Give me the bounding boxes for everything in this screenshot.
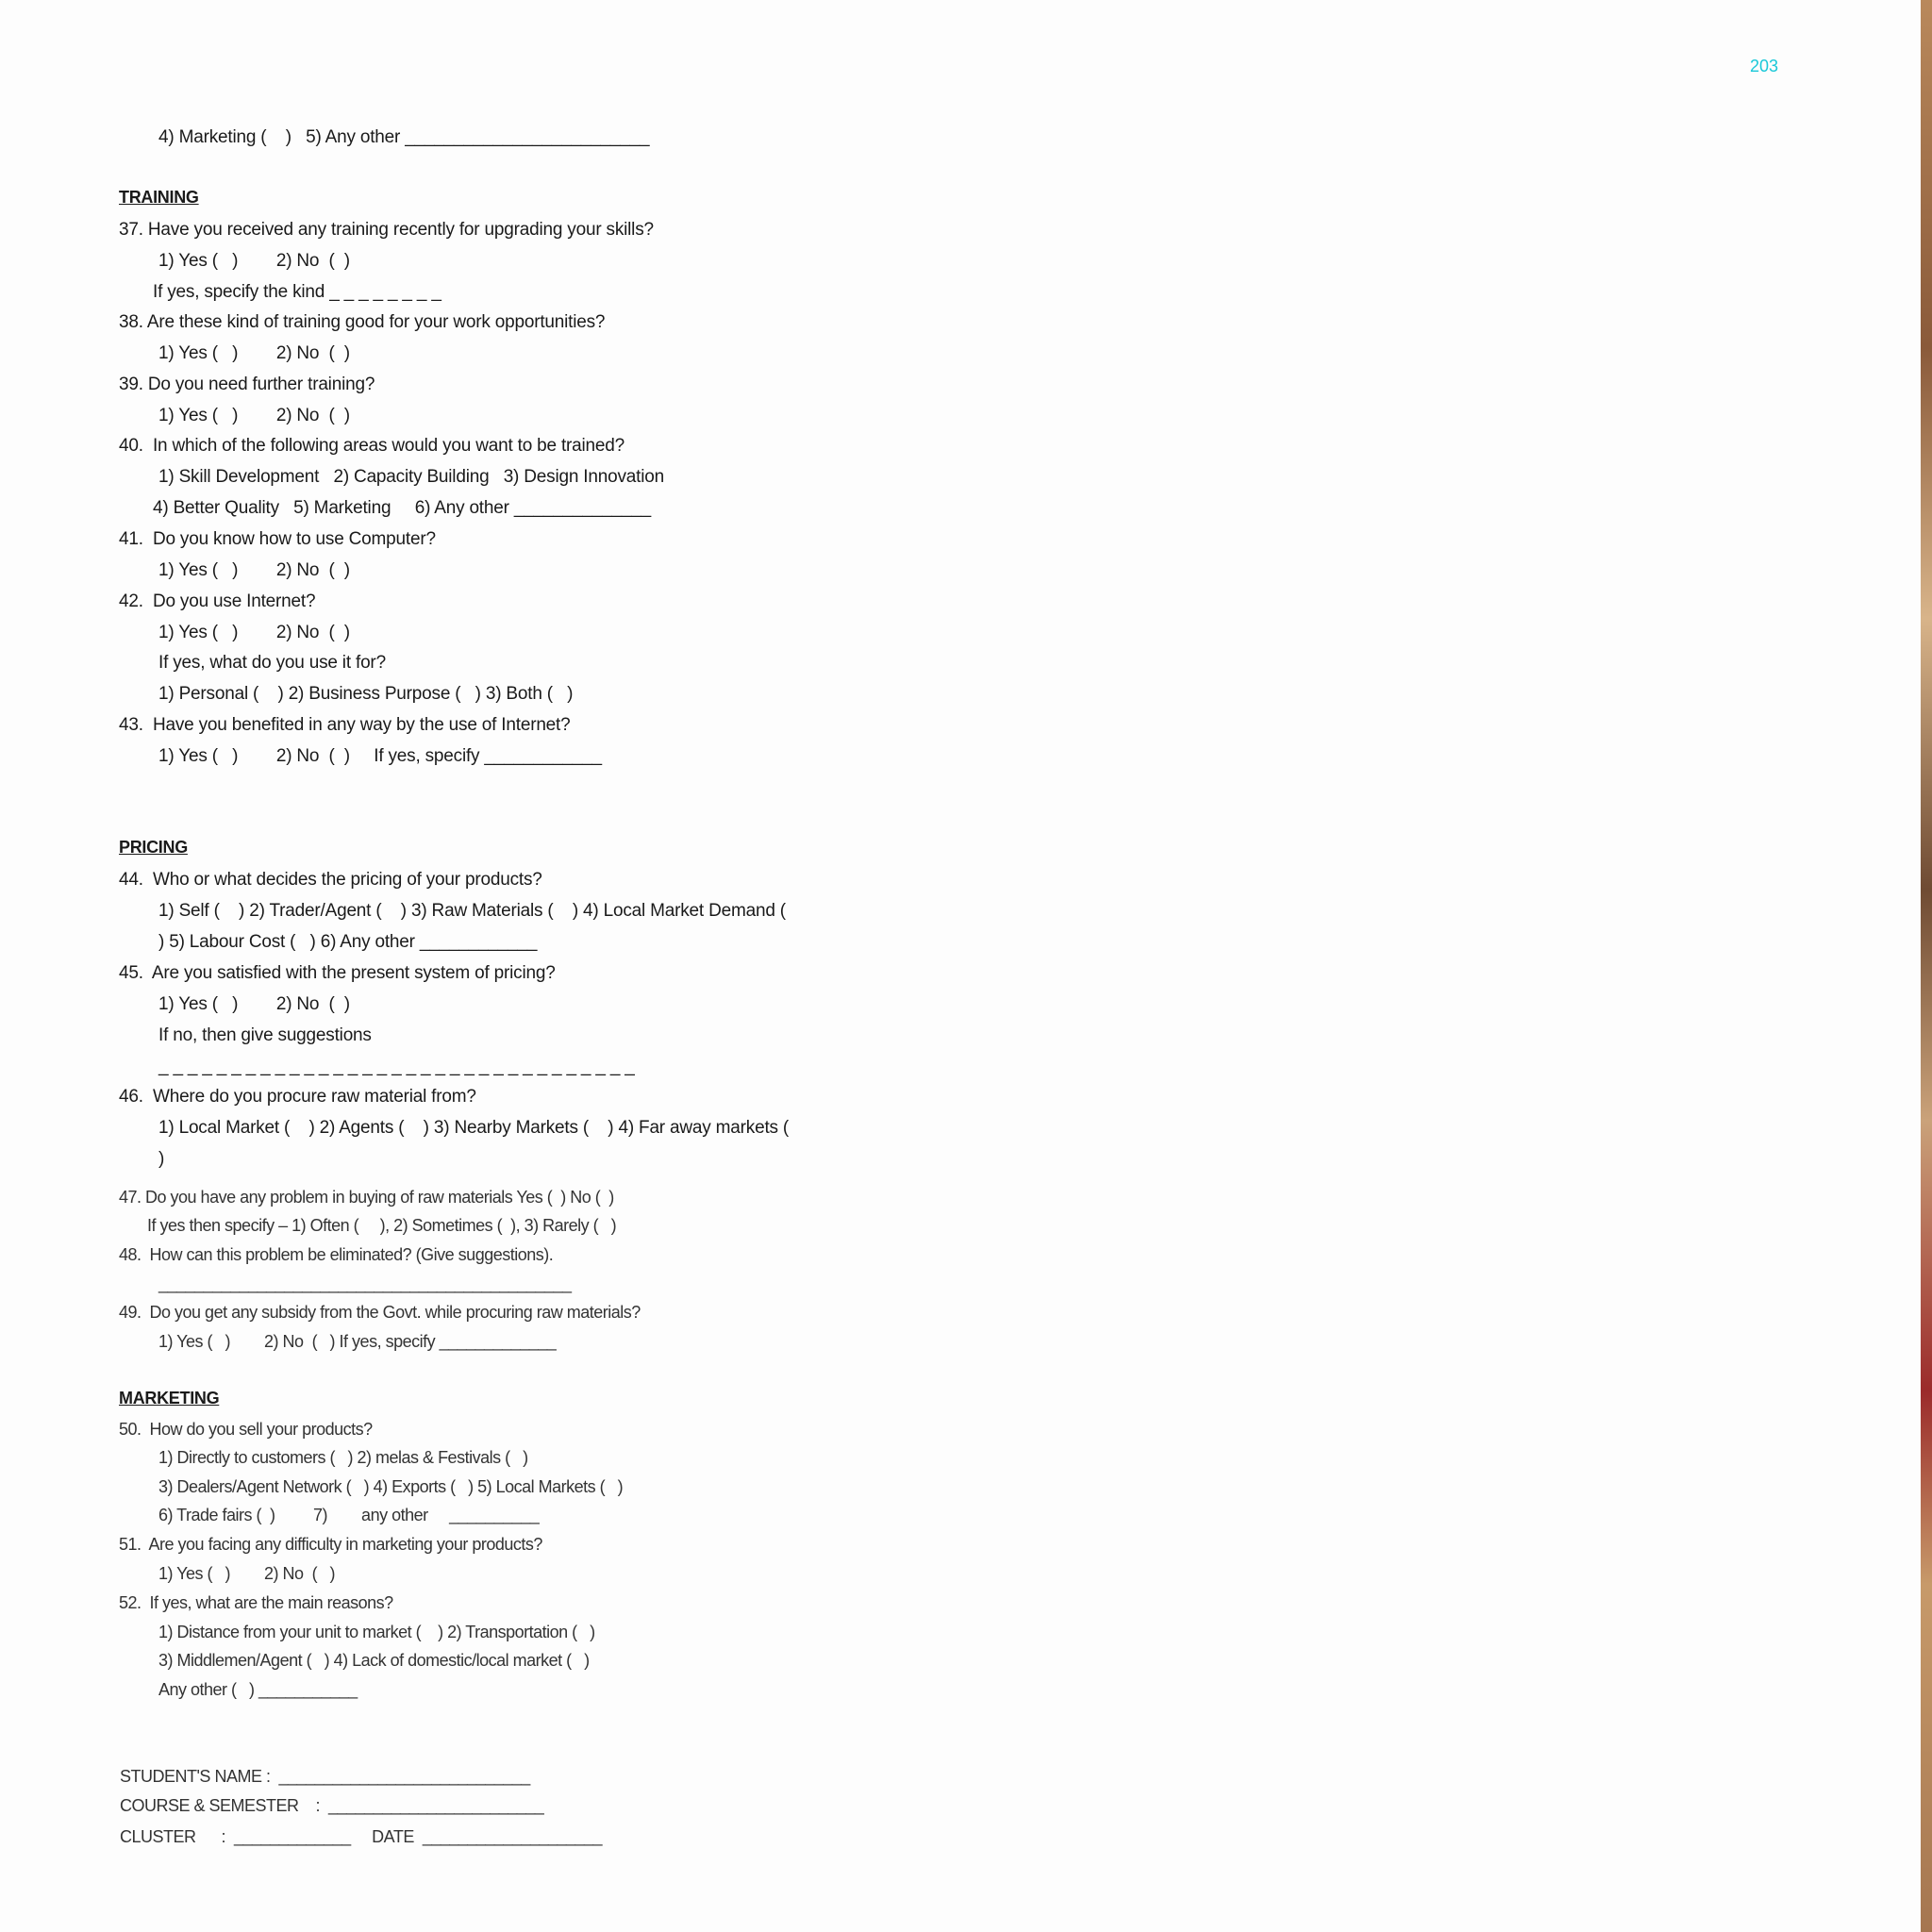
student-name-field: STUDENT'S NAME : ____________________________ bbox=[120, 1767, 530, 1786]
question-37: 37. Have you received any training recently for upgrading your skills? bbox=[119, 220, 654, 240]
question-45-options: 1) Yes ( ) 2) No ( ) bbox=[158, 994, 350, 1014]
question-38-options: 1) Yes ( ) 2) No ( ) bbox=[158, 343, 350, 363]
question-44-options-a: 1) Self ( ) 2) Trader/Agent ( ) 3) Raw Materials ( ) 4) Local Market Demand ( bbox=[158, 901, 786, 921]
question-46-options-a: 1) Local Market ( ) 2) Agents ( ) 3) Nearby Markets ( ) 4) Far away markets ( bbox=[158, 1118, 790, 1138]
question-45: 45. Are you satisfied with the present system of pricing? bbox=[119, 963, 556, 983]
question-42: 42. Do you use Internet? bbox=[119, 591, 316, 611]
question-47: 47. Do you have any problem in buying of raw materials Yes ( ) No ( ) bbox=[119, 1188, 614, 1207]
question-50-options-c: 6) Trade fairs ( ) 7) any other __________ bbox=[158, 1506, 540, 1524]
question-40-options-b: 4) Better Quality 5) Marketing 6) Any other ______________ bbox=[153, 498, 651, 518]
question-37-specify: If yes, specify the kind _ _ _ _ _ _ _ _ bbox=[153, 282, 441, 302]
question-52: 52. If yes, what are the main reasons? bbox=[119, 1593, 393, 1612]
question-47-followup: If yes then specify – 1) Often ( ), 2) Sometimes ( ), 3) Rarely ( ) bbox=[147, 1216, 617, 1235]
question-48-answer-line: ______________________________________________ bbox=[158, 1274, 572, 1293]
question-49-options: 1) Yes ( ) 2) No ( ) If yes, specify _____________ bbox=[158, 1332, 557, 1351]
question-46-options-b: ) bbox=[158, 1149, 165, 1169]
question-42-followup: If yes, what do you use it for? bbox=[158, 653, 386, 673]
question-46: 46. Where do you procure raw material from? bbox=[119, 1087, 476, 1107]
question-51-options: 1) Yes ( ) 2) No ( ) bbox=[158, 1564, 336, 1583]
question-39: 39. Do you need further training? bbox=[119, 375, 375, 394]
question-52-options-b: 3) Middlemen/Agent ( ) 4) Lack of domestic/local market ( ) bbox=[158, 1651, 590, 1670]
section-heading-marketing: MARKETING bbox=[119, 1389, 220, 1407]
page-number: 203 bbox=[1750, 57, 1779, 75]
question-51: 51. Are you facing any difficulty in marketing your products? bbox=[119, 1535, 542, 1554]
question-50-options-a: 1) Directly to customers ( ) 2) melas & Festivals ( ) bbox=[158, 1448, 528, 1467]
cluster-date-field: CLUSTER : _____________ DATE ____________________ bbox=[120, 1827, 603, 1846]
question-40-options-a: 1) Skill Development 2) Capacity Building 3) Design Innovation bbox=[158, 467, 664, 487]
question-44: 44. Who or what decides the pricing of your products? bbox=[119, 870, 542, 890]
section-heading-pricing: PRICING bbox=[119, 838, 188, 857]
question-44-options-b: ) 5) Labour Cost ( ) 6) Any other ____________ bbox=[158, 932, 538, 952]
question-52-options-a: 1) Distance from your unit to market ( ) 2) Transportation ( ) bbox=[158, 1623, 595, 1641]
scan-edge-strip bbox=[1921, 0, 1932, 1932]
question-40: 40. In which of the following areas would you want to be trained? bbox=[119, 436, 625, 456]
question-36-continued: 4) Marketing ( ) 5) Any other _________________________ bbox=[158, 127, 650, 147]
question-45-followup: If no, then give suggestions bbox=[158, 1025, 372, 1045]
question-43-options: 1) Yes ( ) 2) No ( ) If yes, specify ____________ bbox=[158, 746, 602, 766]
question-39-options: 1) Yes ( ) 2) No ( ) bbox=[158, 406, 350, 425]
question-37-options: 1) Yes ( ) 2) No ( ) bbox=[158, 251, 350, 271]
question-48: 48. How can this problem be eliminated? (Give suggestions). bbox=[119, 1245, 554, 1264]
question-41: 41. Do you know how to use Computer? bbox=[119, 529, 436, 549]
question-43: 43. Have you benefited in any way by the use of Internet? bbox=[119, 715, 571, 735]
question-42-followup-options: 1) Personal ( ) 2) Business Purpose ( ) 3) Both ( ) bbox=[158, 684, 574, 704]
course-semester-field: COURSE & SEMESTER : ________________________ bbox=[120, 1796, 544, 1815]
question-38: 38. Are these kind of training good for your work opportunities? bbox=[119, 312, 606, 332]
question-42-options: 1) Yes ( ) 2) No ( ) bbox=[158, 623, 350, 642]
question-49: 49. Do you get any subsidy from the Govt. while procuring raw materials? bbox=[119, 1303, 641, 1322]
question-45-answer-line: _ _ _ _ _ _ _ _ _ _ _ _ _ _ _ _ _ _ _ _ _ _ _ _ _ _ _ _ _ _ _ _ _ bbox=[158, 1057, 635, 1076]
question-52-options-c: Any other ( ) ___________ bbox=[158, 1680, 358, 1699]
section-heading-training: TRAINING bbox=[119, 188, 199, 207]
question-41-options: 1) Yes ( ) 2) No ( ) bbox=[158, 560, 350, 580]
question-50: 50. How do you sell your products? bbox=[119, 1420, 373, 1439]
question-50-options-b: 3) Dealers/Agent Network ( ) 4) Exports ( ) 5) Local Markets ( ) bbox=[158, 1477, 624, 1496]
